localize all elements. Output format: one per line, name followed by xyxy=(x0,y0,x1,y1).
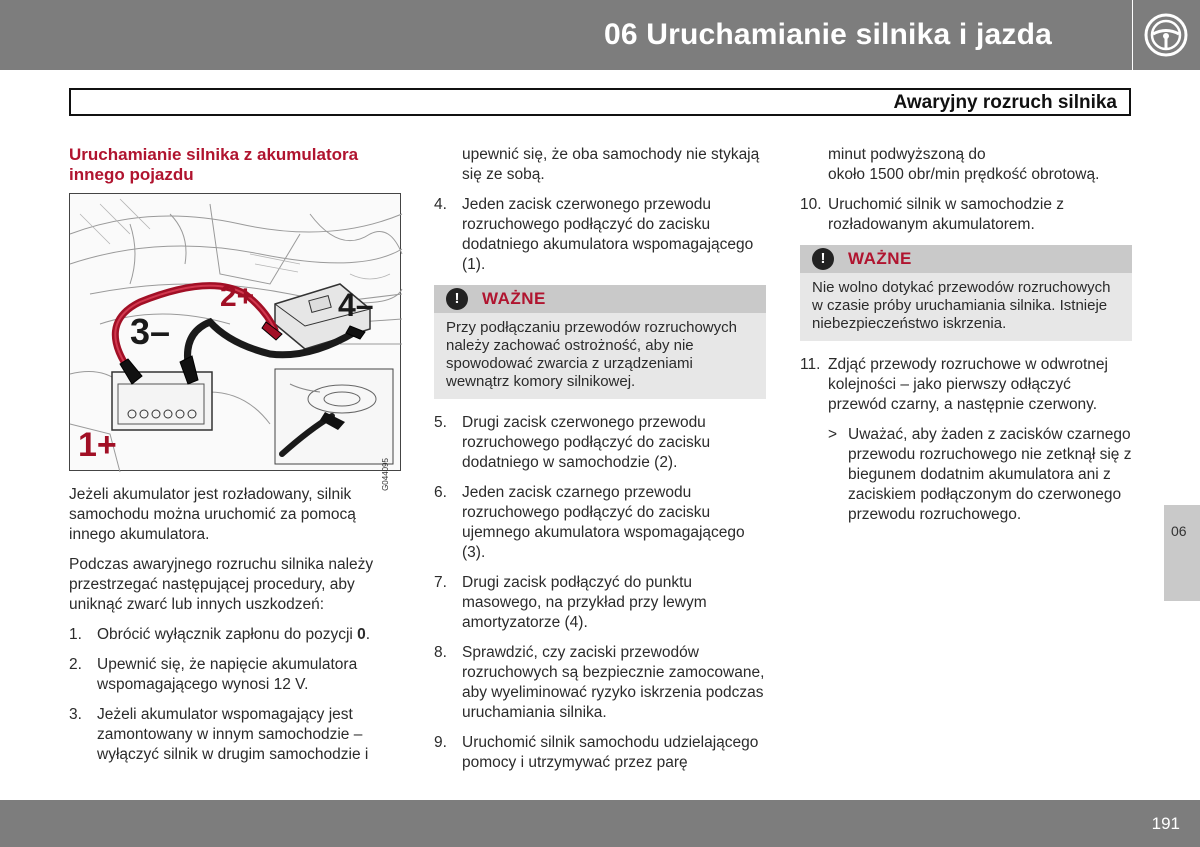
figure-label-2: 2+ xyxy=(220,280,255,313)
warning-text: Przy podłączaniu przewodów rozruchowych należy zachować ostrożność, aby nie spowodować zwarcia z urządzeniami wewnątrz komory silnikowej. xyxy=(446,319,737,390)
chapter-side-tab-label: 06 xyxy=(1171,523,1187,539)
warning-label: WAŻNE xyxy=(848,249,912,268)
warning-label: WAŻNE xyxy=(482,289,546,308)
list-item xyxy=(434,413,766,473)
sub-item-marker: > xyxy=(828,426,838,443)
item-number: 1. xyxy=(69,626,82,643)
section-header xyxy=(69,88,1131,116)
list-item xyxy=(69,705,401,765)
item-number: 11. xyxy=(800,356,821,373)
sub-item-text: Uważać, aby żaden z zacisków czarnego przewodu rozruchowego nie zetknął się z biegunem dodatnim akumulatora ani z zaciskiem podłączonym do czerwonego przewodu rozruchowego. xyxy=(848,426,1132,523)
warning-text: Nie wolno dotykać przewodów rozruchowych w czasie próby uruchamiania silnika. Istnieje niebezpieczeństwo iskrzenia. xyxy=(812,279,1111,332)
warning-header xyxy=(434,285,766,313)
item-number: 8. xyxy=(434,644,447,661)
item-text-main: Obrócić wyłącznik zapłonu do pozycji xyxy=(97,626,358,643)
warning-box xyxy=(434,285,766,399)
chapter-icon-box xyxy=(1133,0,1200,70)
item-continuation: minut podwyższoną do xyxy=(828,146,986,163)
figure-label-3: 3– xyxy=(130,311,171,352)
list-item xyxy=(69,625,401,645)
subsection-heading: Uruchamianie silnika z akumulatora innego pojazdu xyxy=(69,145,359,184)
item-text xyxy=(97,625,401,645)
list-item xyxy=(434,195,766,275)
engine-bay-drawing xyxy=(70,194,402,472)
procedure-paragraph: Podczas awaryjnego rozruchu silnika należy przestrzegać następującej procedury, aby uniknąć zwarć lub innych uszkodzeń: xyxy=(69,556,374,613)
list-item xyxy=(434,733,766,773)
intro-paragraph: Jeżeli akumulator jest rozładowany, silnik samochodu można uruchomić za pomocą innego akumulatora. xyxy=(69,486,356,543)
item-text-after: . xyxy=(365,626,371,643)
chapter-title: 06 Uruchamianie silnika i jazda xyxy=(603,18,1052,51)
figure-code: G044095 xyxy=(381,458,390,491)
figure-label-4: 4– xyxy=(338,287,374,323)
item-continuation: około 1500 obr/min prędkość obrotową. xyxy=(828,166,1100,183)
figure-label-1: 1+ xyxy=(78,426,117,464)
column-1 xyxy=(69,145,401,775)
header-bar xyxy=(0,0,1132,70)
column-2 xyxy=(434,145,766,783)
list-item xyxy=(434,483,766,563)
warning-header xyxy=(800,245,1132,273)
item-number: 3. xyxy=(69,706,82,723)
exclamation-icon: ! xyxy=(812,248,834,270)
item-number: 5. xyxy=(434,414,447,431)
item-number: 4. xyxy=(434,196,447,213)
list-item xyxy=(434,643,766,723)
steering-wheel-icon xyxy=(1144,13,1188,57)
item-number: 2. xyxy=(69,656,82,673)
item-text: Jeżeli akumulator wspomagający jest zamontowany w innym samochodzie – wyłączyć silnik w drugim samochodzie i xyxy=(97,706,369,763)
item-text: Upewnić się, że napięcie akumulatora wspomagającego wynosi 12 V. xyxy=(97,656,358,693)
list-item xyxy=(800,355,1132,415)
warning-box xyxy=(800,245,1132,341)
exclamation-icon: ! xyxy=(446,288,468,310)
item-text: Jeden zacisk czerwonego przewodu rozruchowego podłączyć do zacisku dodatniego akumulatora wspomagającego (1). xyxy=(462,196,754,273)
footer-bar xyxy=(0,800,1200,847)
list-item xyxy=(800,195,1132,235)
list-item xyxy=(434,573,766,633)
page-number: 191 xyxy=(1151,814,1180,833)
item-text: Sprawdzić, czy zaciski przewodów rozruchowych są bezpiecznie zamocowane, aby wyeliminować ryzyko iskrzenia podczas uruchamiania silnika. xyxy=(462,644,765,721)
item-text: Uruchomić silnik w samochodzie z rozładowanym akumulatorem. xyxy=(828,196,1065,233)
item-number: 10. xyxy=(800,196,822,213)
item-number: 6. xyxy=(434,484,447,501)
jump-start-illustration xyxy=(69,193,401,491)
item-number: 9. xyxy=(434,734,447,751)
item-text: Uruchomić silnik samochodu udzielającego pomocy i utrzymywać przez parę xyxy=(462,734,759,771)
item-text: Jeden zacisk czarnego przewodu rozruchowego podłączyć do zacisku ujemnego akumulatora wspomagającego (3). xyxy=(462,484,745,561)
item-text: Drugi zacisk czerwonego przewodu rozruchowego podłączyć do zacisku dodatniego w samochodzie (2). xyxy=(462,414,711,471)
item-text: Zdjąć przewody rozruchowe w odwrotnej kolejności – jako pierwszy odłączyć przewód czarny, a następnie czerwony. xyxy=(828,356,1108,413)
item-text: Drugi zacisk podłączyć do punktu masowego, na przykład przy lewym amortyzatorze (4). xyxy=(462,574,707,631)
item-text-bold: 0 xyxy=(357,626,366,643)
list-item xyxy=(69,655,401,695)
column-3 xyxy=(800,145,1132,535)
section-title: Awaryjny rozruch silnika xyxy=(893,92,1117,113)
sub-item xyxy=(800,425,1132,525)
item-continuation: upewnić się, że oba samochody nie stykają się ze sobą. xyxy=(462,146,760,183)
chapter-side-tab xyxy=(1164,505,1200,601)
item-number: 7. xyxy=(434,574,447,591)
